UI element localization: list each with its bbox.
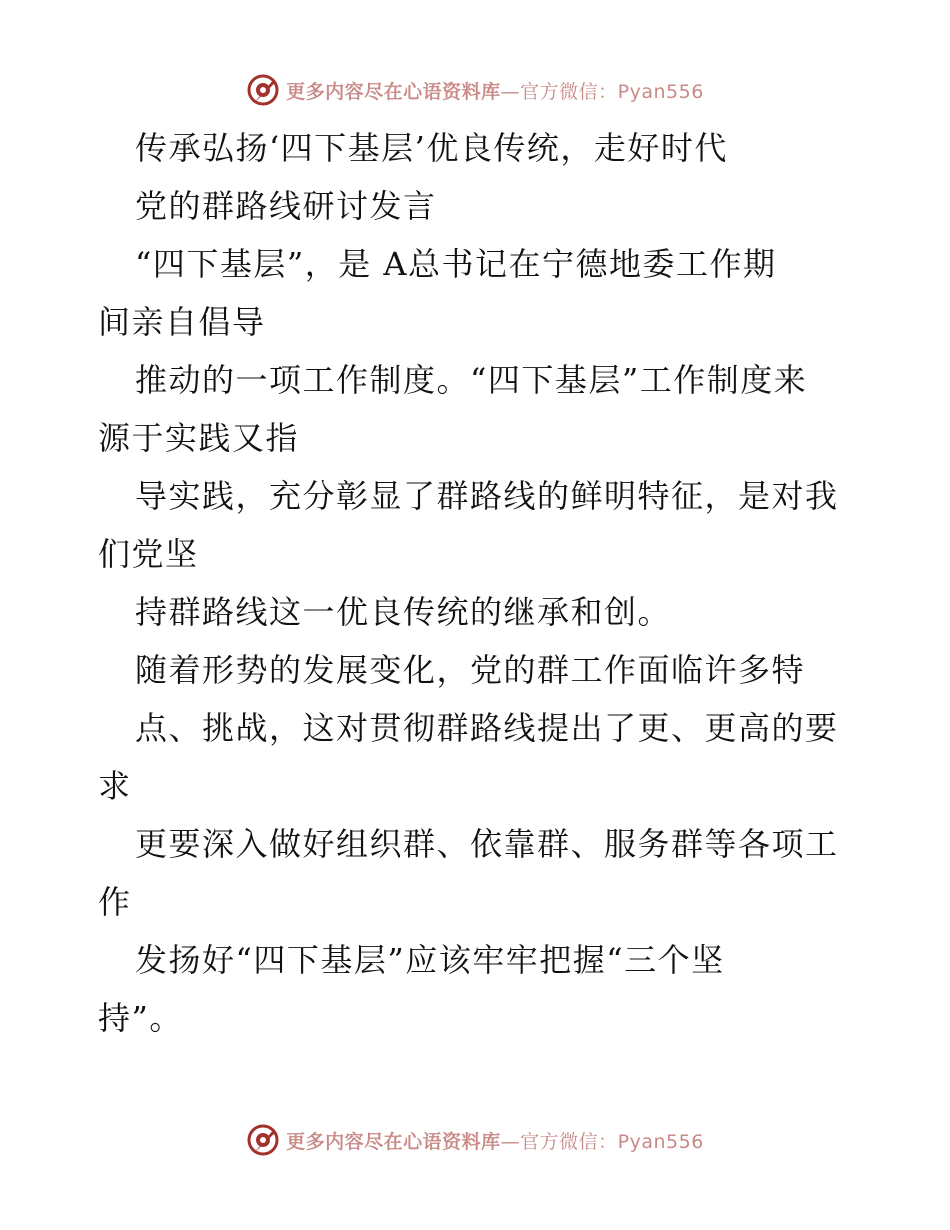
banner-text <box>286 77 704 104</box>
text-line: 作 <box>98 883 132 921</box>
quill-logo-icon <box>246 1123 280 1157</box>
text-line: 党的群路线研讨发言 <box>135 187 437 225</box>
text-line: 持群路线这一优良传统的继承和创。 <box>135 593 672 631</box>
footer-banner <box>0 1120 950 1160</box>
text-line: 推动的一项工作制度。“四下基层”工作制度来 <box>135 361 808 399</box>
banner-wechat: —官方微信：Pyan556 <box>500 80 704 103</box>
text-line: 持”。 <box>98 999 183 1037</box>
text-line: 随着形势的发展变化，党的群工作面临许多特 <box>135 651 806 689</box>
text-line: 导实践，充分彰显了群路线的鲜明特征，是对我 <box>135 477 839 515</box>
text-line: “四下基层”，是 A总书记在宁德地委工作期 <box>135 245 777 283</box>
quill-logo-icon <box>246 73 280 107</box>
text-line: 发扬好“四下基层”应该牢牢把握“三个坚 <box>135 941 725 979</box>
text-line: 点、挑战，这对贯彻群路线提出了更、更高的要 <box>135 709 839 747</box>
text-line: 传承弘扬‘四下基层’优良传统，走好时代 <box>135 129 728 167</box>
banner-text <box>286 1127 704 1154</box>
text-line: 们党坚 <box>98 535 199 573</box>
text-line: 源于实践又指 <box>98 419 300 457</box>
banner-title: 更多内容尽在心语资料库 <box>286 80 501 103</box>
header-banner <box>0 70 950 110</box>
text-line: 求 <box>98 767 132 805</box>
banner-title: 更多内容尽在心语资料库 <box>286 1130 501 1153</box>
text-line: 更要深入做好组织群、依靠群、服务群等各项工 <box>135 825 839 863</box>
banner-wechat: —官方微信：Pyan556 <box>500 1130 704 1153</box>
text-line: 间亲自倡导 <box>98 303 266 341</box>
